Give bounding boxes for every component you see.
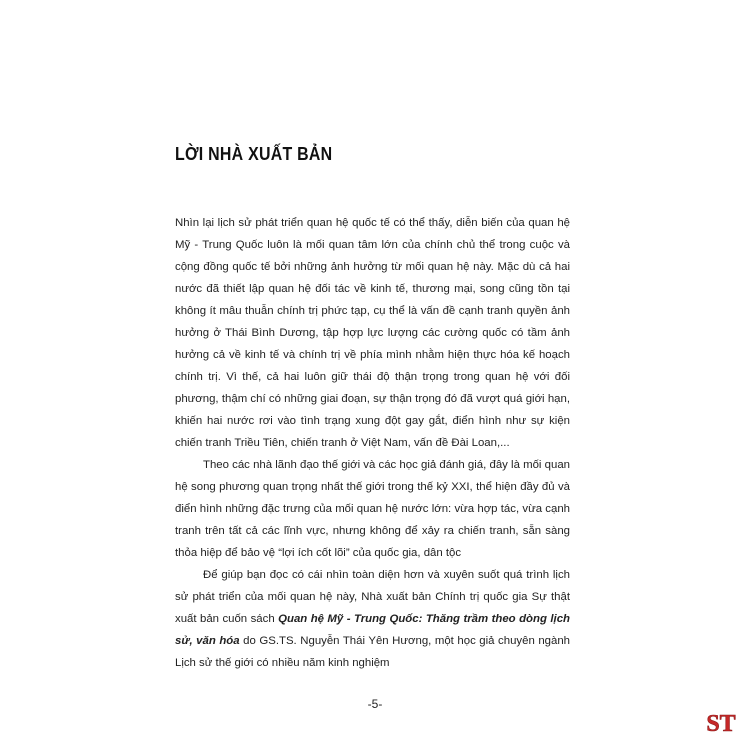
page-heading: LỜI NHÀ XUẤT BẢN: [175, 143, 333, 164]
paragraph-3-text-after: do GS.TS. Nguyễn Thái Yên Hương, một học giả chuyên ngành Lịch sử thế giới có nhiều năm kinh nghiệm: [175, 635, 570, 669]
publisher-logo-icon: [706, 708, 736, 736]
page-number: -5-: [367, 697, 383, 711]
paragraph-3: [175, 564, 570, 674]
paragraph-2: Theo các nhà lãnh đạo thế giới và các học giả đánh giá, đây là mối quan hệ song phương quan trọng nhất thế giới trong thế kỷ XXI, thể hiện đầy đủ và điển hình những đặc trưng của mối quan hệ nước lớn: vừa hợp tác, vừa cạnh tranh trên tất cả các lĩnh vực, nhưng không để xảy ra chiến tranh, sẵn sàng thỏa hiệp để bảo vệ “lợi ích cốt lõi” của quốc gia, dân tộc: [175, 459, 570, 559]
publisher-logo-text: ST: [706, 711, 736, 736]
paragraph-1: Nhìn lại lịch sử phát triển quan hệ quốc tế có thể thấy, diễn biến của quan hệ Mỹ - Trung Quốc luôn là mối quan tâm lớn của chính chủ thể trong cuộc và cộng đồng quốc tế bởi những ảnh hưởng từ mối quan hệ này. Mặc dù cả hai nước đã thiết lập quan hệ đối tác về kinh tế, thương mại, song cũng tồn tại không ít mâu thuẫn chính trị phức tạp, cụ thể là vấn đề cạnh tranh quyền ảnh hưởng ở Thái Bình Dương, tập hợp lực lượng các cường quốc có tầm ảnh hưởng cả về kinh tế và chính trị về phía mình nhằm hiện thực hóa kế hoạch chính trị. Vì thế, cả hai luôn giữ thái độ thận trọng trong quan hệ với đối phương, thậm chí có những giai đoạn, sự thận trọng đó đã vượt quá giới hạn, khiến hai nước rơi vào tình trạng xung đột gay gắt, điển hình như sự kiện chiến tranh Triều Tiên, chiến tranh ở Việt Nam, vấn đề Đài Loan,...: [175, 217, 570, 449]
paragraph-3-text-before: Để giúp bạn đọc có cái nhìn toàn diện hơn và xuyên suốt quá trình lịch sử phát triển của mối quan hệ này, Nhà xuất bản Chính trị quốc gia Sự thật xuất bản cuốn sách: [175, 569, 570, 625]
body-text: [175, 212, 570, 674]
book-title: Quan hệ Mỹ - Trung Quốc: Thăng trầm theo dòng lịch sử, văn hóa: [175, 613, 570, 647]
